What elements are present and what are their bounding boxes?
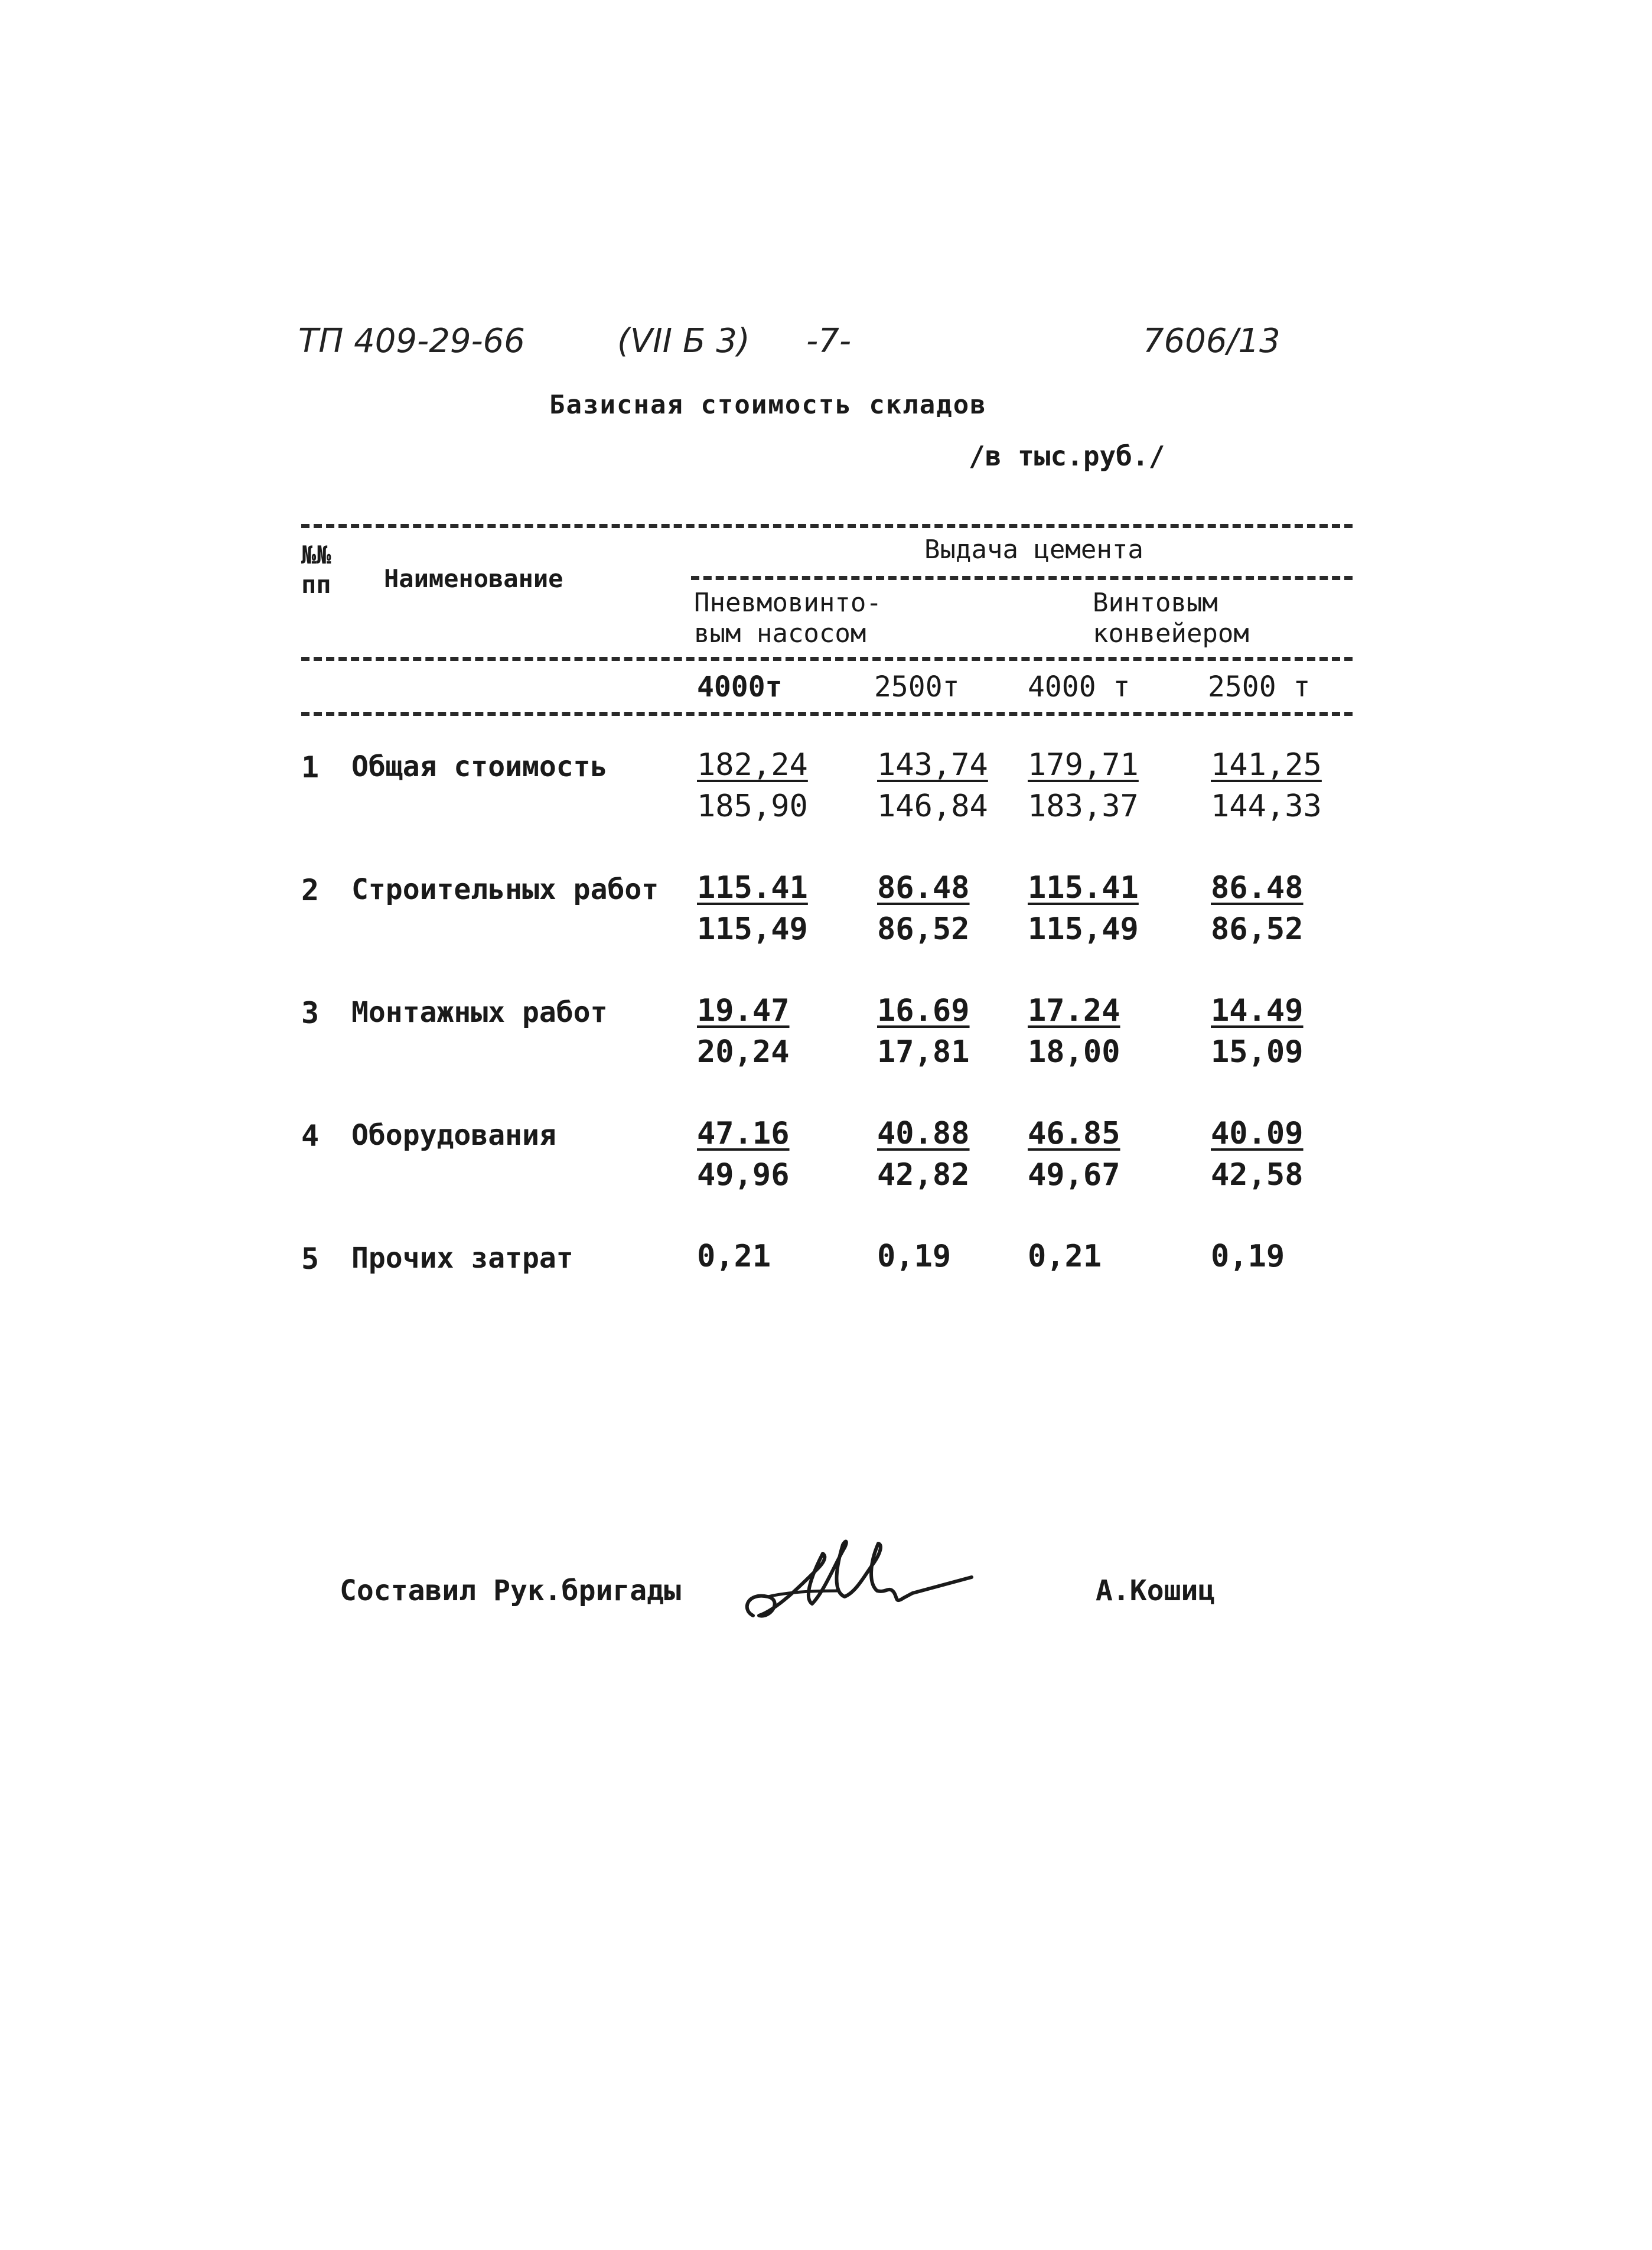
section-code: (VII Б 3) bbox=[617, 322, 750, 360]
col-num-header: №№ пп bbox=[301, 540, 331, 599]
table-rule-top bbox=[301, 524, 1353, 528]
cost-cell: 0,21 bbox=[697, 1239, 771, 1274]
signature-label: Составил Рук.бригады bbox=[340, 1574, 681, 1607]
cost-top-cell: 141,25 bbox=[1211, 747, 1322, 783]
cost-bottom-cell: 49,96 bbox=[697, 1157, 790, 1193]
row-name: Оборудования bbox=[351, 1119, 556, 1152]
row-number: 3 bbox=[301, 996, 320, 1030]
row-number: 4 bbox=[301, 1119, 320, 1153]
page-number: -7- bbox=[806, 322, 852, 360]
cost-bottom-cell: 144,33 bbox=[1211, 789, 1322, 824]
cost-top-cell: 182,24 bbox=[697, 747, 808, 783]
group-header: Выдача цемента bbox=[924, 535, 1143, 565]
capacity-cell: 4000 т bbox=[1028, 670, 1130, 704]
cost-bottom-cell: 20,24 bbox=[697, 1034, 790, 1070]
sheet-number: 7606/13 bbox=[1143, 322, 1280, 360]
cost-top-cell: 19.47 bbox=[697, 993, 790, 1028]
cost-top-cell: 40.88 bbox=[877, 1116, 970, 1151]
cost-top-cell: 40.09 bbox=[1211, 1116, 1304, 1151]
row-name: Прочих затрат bbox=[351, 1242, 574, 1275]
signature-image bbox=[735, 1521, 983, 1633]
cost-bottom-cell: 42,58 bbox=[1211, 1157, 1304, 1193]
cost-top-cell: 179,71 bbox=[1028, 747, 1139, 783]
cost-bottom-cell: 18,00 bbox=[1028, 1034, 1120, 1070]
cost-bottom-cell: 15,09 bbox=[1211, 1034, 1304, 1070]
cost-bottom-cell: 17,81 bbox=[877, 1034, 970, 1070]
cost-bottom-cell: 183,37 bbox=[1028, 789, 1139, 824]
subheader-pneumo: Пневмовинто- вым насосом bbox=[694, 588, 882, 649]
page-title: Базисная стоимость складов bbox=[549, 390, 987, 420]
signature-name: А.Кошиц bbox=[1096, 1574, 1216, 1607]
cost-top-cell: 86.48 bbox=[1211, 870, 1304, 906]
cost-cell: 0,19 bbox=[1211, 1239, 1285, 1274]
cost-bottom-cell: 86,52 bbox=[1211, 911, 1304, 947]
cost-top-cell: 115.41 bbox=[697, 870, 808, 906]
cost-bottom-cell: 49,67 bbox=[1028, 1157, 1120, 1193]
table-rule-header bbox=[301, 657, 1353, 661]
capacity-cell: 2500т bbox=[874, 670, 960, 704]
cost-top-cell: 115.41 bbox=[1028, 870, 1139, 906]
cost-top-cell: 143,74 bbox=[877, 747, 988, 783]
cost-top-cell: 46.85 bbox=[1028, 1116, 1120, 1151]
cost-top-cell: 16.69 bbox=[877, 993, 970, 1028]
cost-cell: 0,21 bbox=[1028, 1239, 1102, 1274]
row-number: 5 bbox=[301, 1242, 320, 1276]
cost-bottom-cell: 42,82 bbox=[877, 1157, 970, 1193]
table-rule-group bbox=[691, 576, 1353, 580]
doc-code: ТП 409-29-66 bbox=[298, 322, 525, 360]
cost-cell: 0,19 bbox=[877, 1239, 952, 1274]
cost-top-cell: 86.48 bbox=[877, 870, 970, 906]
cost-top-cell: 14.49 bbox=[1211, 993, 1304, 1028]
cost-bottom-cell: 146,84 bbox=[877, 789, 988, 824]
capacity-cell: 2500 т bbox=[1208, 670, 1311, 704]
cost-bottom-cell: 86,52 bbox=[877, 911, 970, 947]
table-rule-capacity bbox=[301, 712, 1353, 716]
cost-bottom-cell: 115,49 bbox=[697, 911, 808, 947]
row-number: 2 bbox=[301, 873, 320, 907]
cost-top-cell: 47.16 bbox=[697, 1116, 790, 1151]
row-name: Монтажных работ bbox=[351, 996, 608, 1029]
cost-bottom-cell: 185,90 bbox=[697, 789, 808, 824]
row-name: Общая стоимость bbox=[351, 750, 608, 783]
row-name: Строительных работ bbox=[351, 873, 659, 906]
row-number: 1 bbox=[301, 750, 320, 784]
capacity-cell: 4000т bbox=[697, 670, 783, 704]
unit-note: /в тыс.руб./ bbox=[969, 440, 1165, 472]
cost-top-cell: 17.24 bbox=[1028, 993, 1120, 1028]
cost-bottom-cell: 115,49 bbox=[1028, 911, 1139, 947]
subheader-screw: Винтовым конвейером bbox=[1093, 588, 1249, 649]
col-name-header: Наименование bbox=[384, 564, 563, 593]
